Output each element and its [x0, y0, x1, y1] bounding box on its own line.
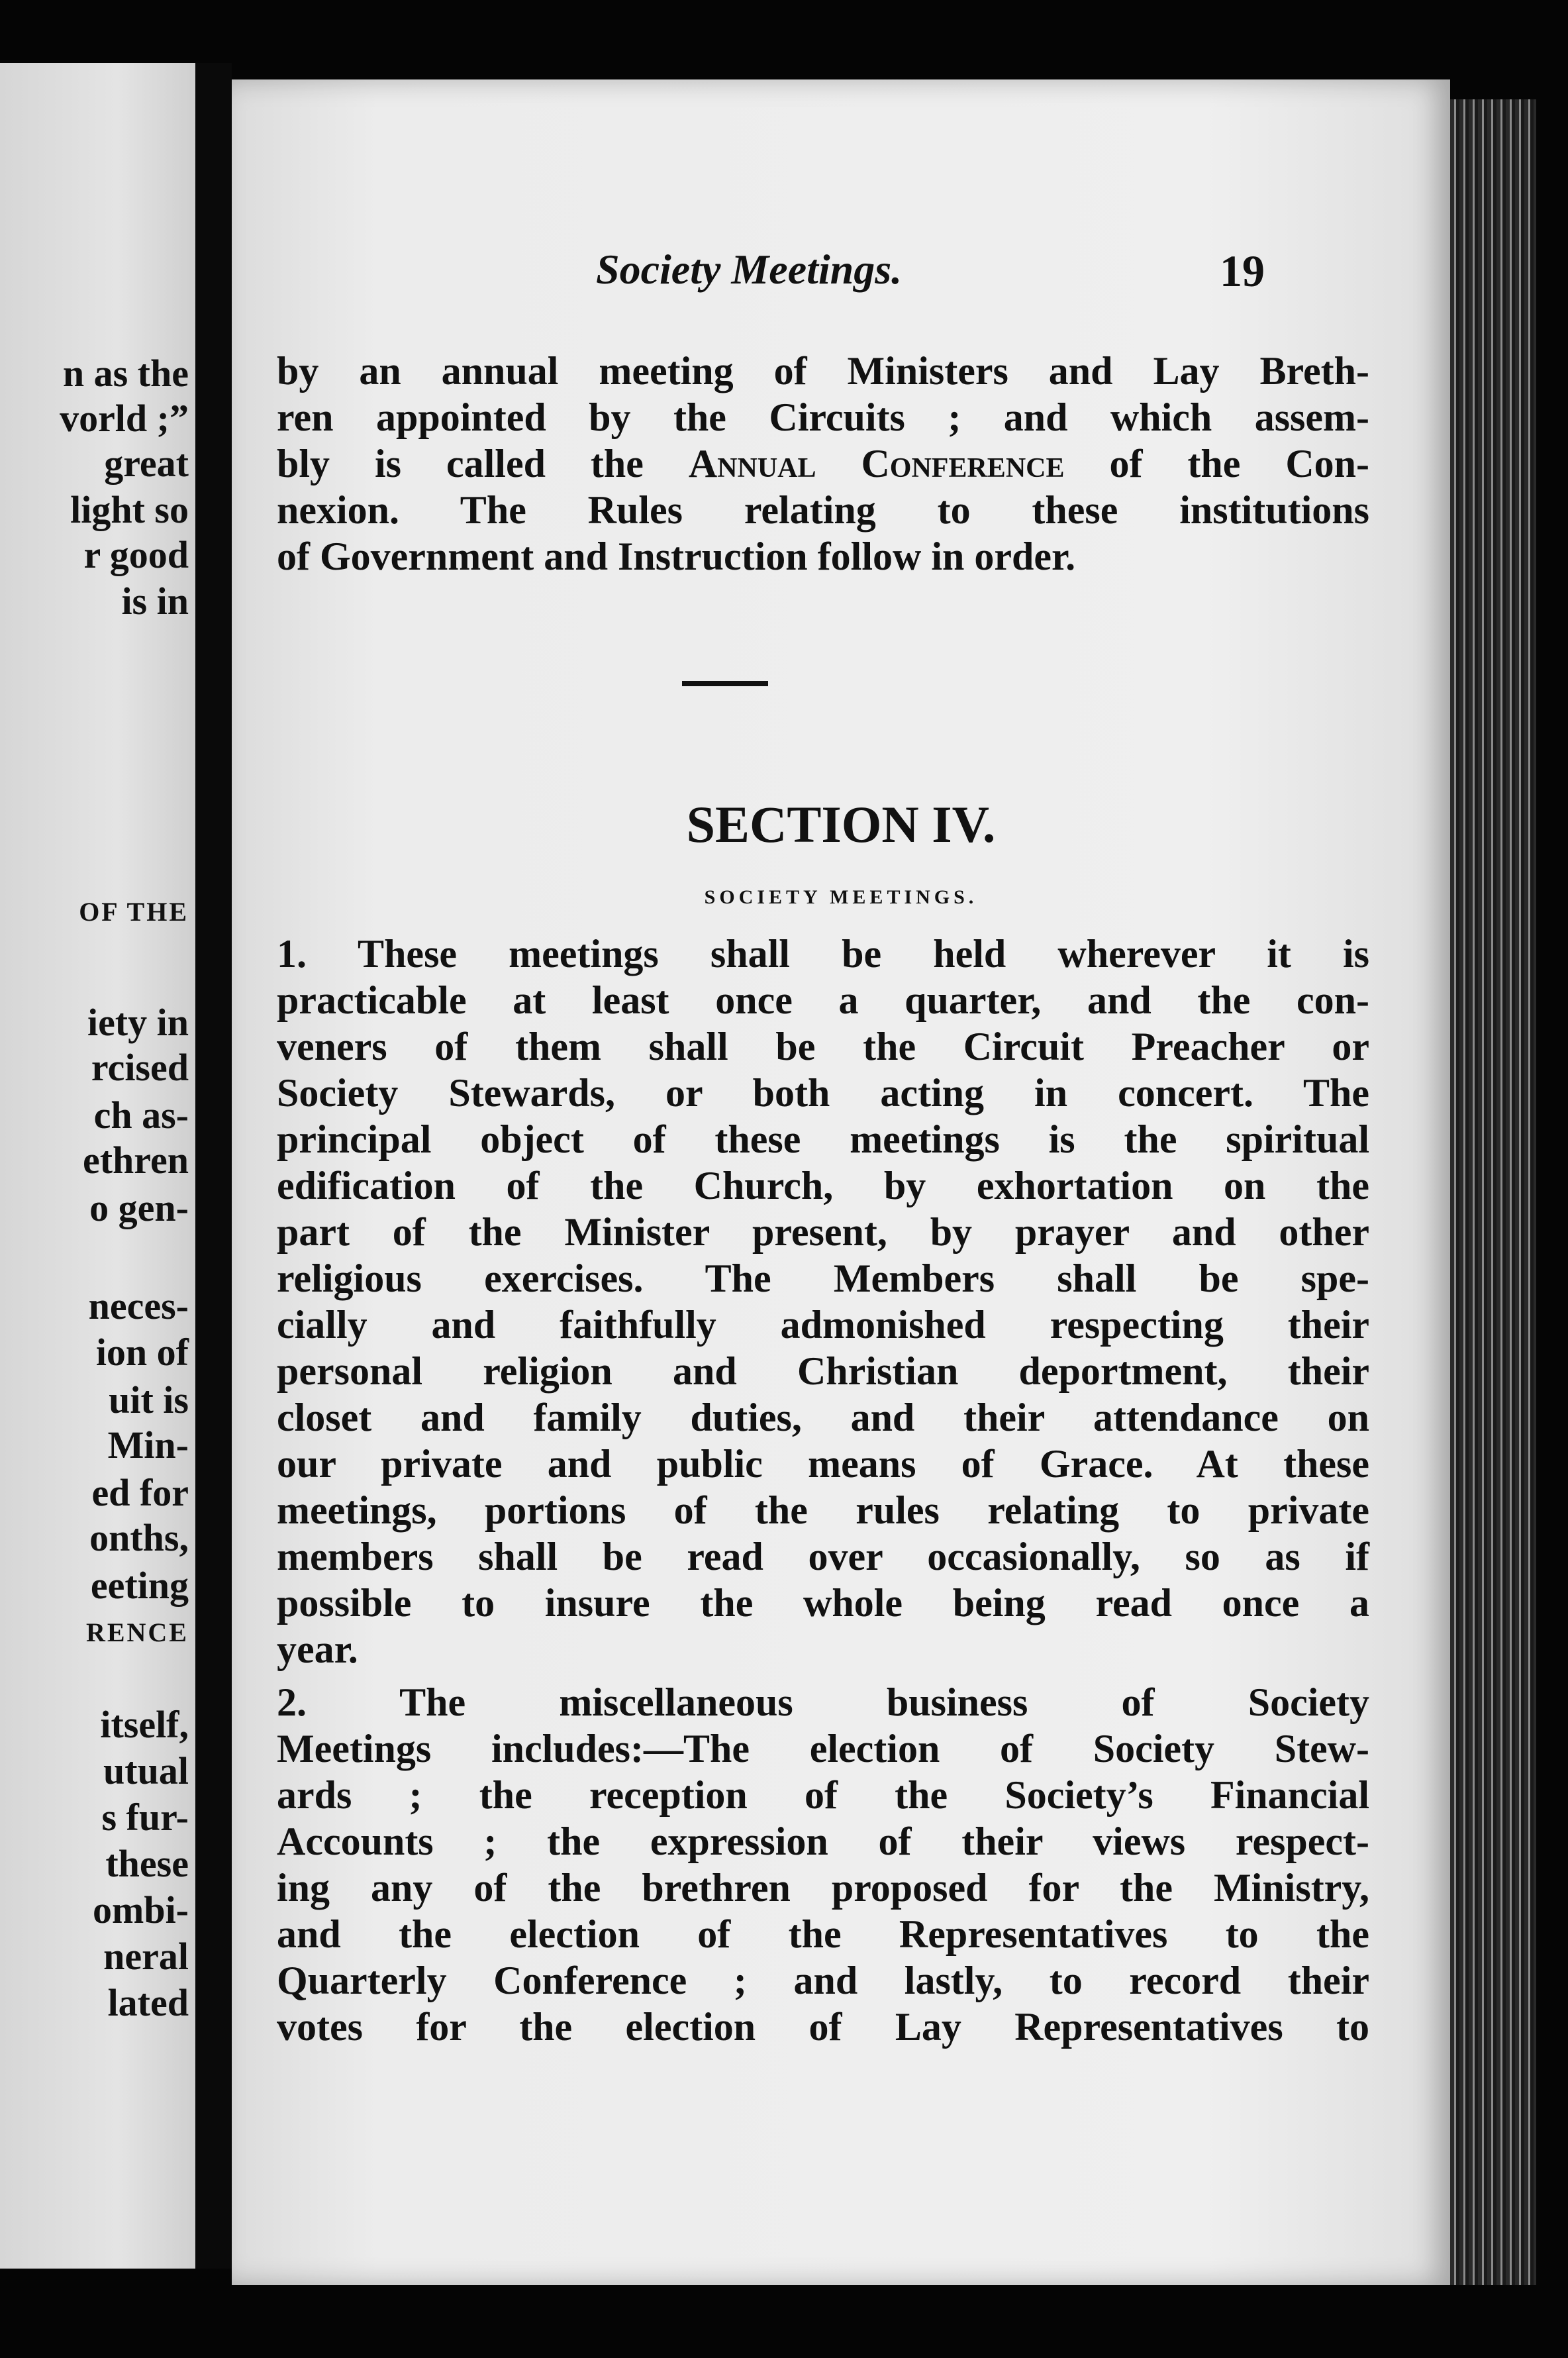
left-page-line: ed for [91, 1471, 189, 1514]
paragraph1-line: possible to insure the whole being read once a [277, 1581, 1369, 1625]
left-page-line: n as the [62, 352, 189, 395]
left-page-line: ch as- [93, 1094, 189, 1137]
paragraph1-line: closet and family duties, and their attendance on [277, 1396, 1369, 1439]
paragraph2-line: Meetings includes:—The election of Society Stew- [277, 1727, 1369, 1770]
left-page-line: utual [103, 1749, 189, 1792]
paragraph1-line: our private and public means of Grace. At these [277, 1442, 1369, 1486]
left-page-line: eeting [90, 1564, 189, 1607]
paragraph2-line: votes for the election of Lay Representatives to [277, 2005, 1369, 2049]
intro-line [277, 444, 1369, 484]
paragraph2-line: Quarterly Conference ; and lastly, to record their [277, 1959, 1369, 2002]
left-page-line: great [104, 442, 189, 485]
left-page-line: neces- [88, 1284, 189, 1327]
left-facing-page [0, 63, 195, 2269]
paragraph1-line: meetings, portions of the rules relating to private [277, 1488, 1369, 1532]
paragraph1-line: 1. These meetings shall be held wherever it is [277, 932, 1369, 976]
paragraph2-line: ards ; the reception of the Society’s Financial [277, 1773, 1369, 1817]
left-page-line: onths, [89, 1516, 189, 1559]
left-page-line: these [105, 1842, 189, 1885]
left-page-line: RENCE [85, 1617, 189, 1647]
paragraph1-line: Society Stewards, or both acting in concert. The [277, 1071, 1369, 1115]
page-header [232, 245, 1450, 318]
intro-line: by an annual meeting of Ministers and Lay Breth- [277, 349, 1369, 393]
page-number: 19 [1220, 246, 1265, 296]
paragraph2-line: ing any of the brethren proposed for the Ministry, [277, 1866, 1369, 1910]
book-gutter [195, 63, 232, 2269]
intro-line: nexion. The Rules relating to these institutions [277, 488, 1369, 532]
left-page-line: r good [83, 533, 189, 576]
book-page [232, 79, 1450, 2285]
left-page-line: Min- [107, 1423, 189, 1466]
section-subheading: SOCIETY MEETINGS. [704, 886, 978, 908]
paragraph1-line: veners of them shall be the Circuit Preacher or [277, 1025, 1369, 1068]
left-page-line: rcised [91, 1046, 189, 1089]
paragraph1-line: year. [277, 1627, 358, 1671]
left-page-line: vorld ;” [60, 397, 189, 440]
left-page-line: o gen- [89, 1186, 189, 1229]
paragraph2-line: 2. The miscellaneous business of Society [277, 1680, 1369, 1724]
paragraph1-line: cially and faithfully admonished respecting their [277, 1303, 1369, 1347]
left-page-line: uit is [109, 1378, 189, 1421]
paragraph1-line: members shall be read over occasionally, so as if [277, 1535, 1369, 1578]
book-page-edges [1450, 99, 1536, 2285]
paragraph1-line: edification of the Church, by exhortation on the [277, 1164, 1369, 1207]
running-title: Society Meetings. [596, 246, 903, 293]
annual-conference-smallcaps: Annual Conference [688, 442, 1065, 486]
section-divider-rule [682, 681, 768, 686]
left-page-line: OF THE [79, 897, 189, 927]
intro-text: of the Con- [1064, 442, 1370, 486]
left-page-line: iety in [87, 1001, 189, 1044]
paragraph2-line: Accounts ; the expression of their views respect- [277, 1820, 1369, 1863]
left-page-line: is in [121, 580, 189, 623]
paragraph1-line: part of the Minister present, by prayer and other [277, 1210, 1369, 1254]
left-page-line: itself, [100, 1703, 189, 1746]
left-page-line: s fur- [101, 1796, 189, 1839]
paragraph2-line: and the election of the Representatives to the [277, 1912, 1369, 1956]
paragraph1-line: personal religion and Christian deportment, their [277, 1349, 1369, 1393]
left-page-line: ethren [82, 1139, 189, 1182]
paragraph1-line: principal object of these meetings is the spiritual [277, 1117, 1369, 1161]
section-heading: SECTION IV. [686, 795, 996, 853]
left-page-line: lated [107, 1981, 189, 2024]
left-page-line: ion of [95, 1331, 189, 1374]
intro-text: bly is called the [277, 442, 689, 486]
intro-line: ren appointed by the Circuits ; and which assem- [277, 395, 1369, 439]
paragraph1-line: religious exercises. The Members shall be spe- [277, 1256, 1369, 1300]
intro-line: of Government and Instruction follow in order. [277, 535, 1076, 578]
left-page-line: ombi- [93, 1888, 189, 1931]
left-page-line: neral [103, 1935, 189, 1978]
left-page-line: light so [70, 488, 189, 531]
paragraph1-line: practicable at least once a quarter, and the con- [277, 978, 1369, 1022]
